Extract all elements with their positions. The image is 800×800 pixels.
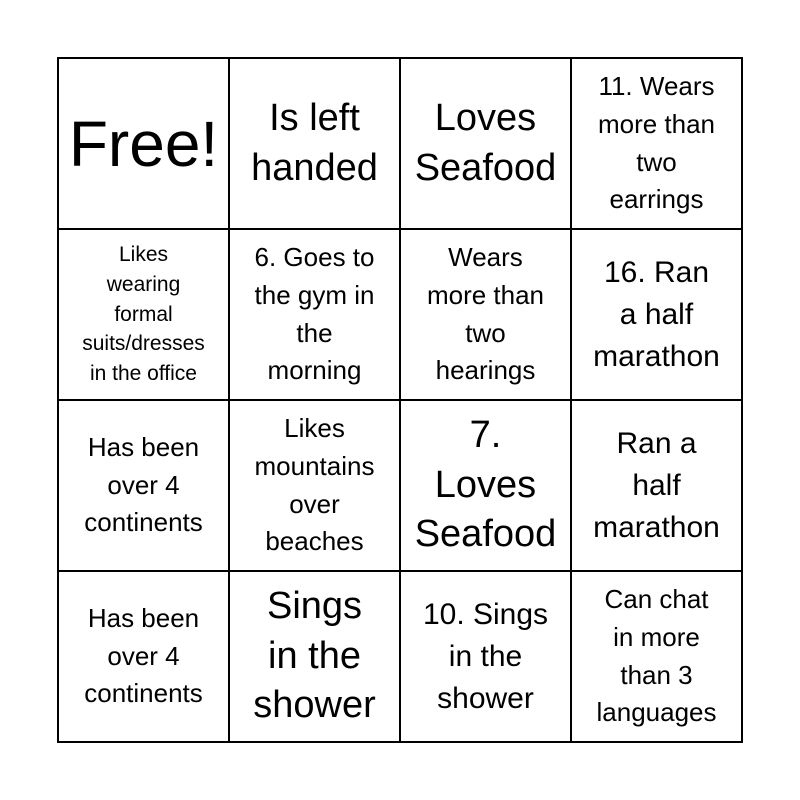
bingo-cell[interactable] [571, 400, 742, 571]
bingo-cell[interactable] [400, 571, 571, 742]
bingo-cell[interactable] [400, 229, 571, 400]
cell-text: Free! [68, 107, 219, 180]
bingo-cell[interactable] [229, 571, 400, 742]
cell-text: Has been over 4 continents [84, 602, 203, 709]
bingo-cell[interactable] [400, 400, 571, 571]
cell-text: Is left handed [251, 97, 378, 189]
cell-text: 16. Ran a half marathon [593, 255, 720, 373]
cell-text: Likes wearing formal suits/dresses in the office [82, 242, 205, 386]
cell-text: 7. Loves Seafood [414, 414, 557, 556]
bingo-cell[interactable] [229, 400, 400, 571]
bingo-cell[interactable] [571, 571, 742, 742]
cell-text: Has been over 4 continents [84, 431, 203, 538]
cell-text: Sings in the shower [253, 585, 376, 727]
cell-text: 10. Sings in the shower [422, 597, 549, 715]
cell-text: Wears more than two hearings [426, 242, 545, 386]
cell-text: 6. Goes to the gym in the morning [254, 242, 375, 386]
cell-text: Can chat in more than 3 languages [596, 584, 717, 728]
bingo-cell[interactable] [229, 229, 400, 400]
bingo-cell[interactable] [571, 58, 742, 229]
cell-text: 11. Wears more than two earrings [597, 71, 716, 215]
bingo-cell[interactable] [400, 58, 571, 229]
bingo-cell[interactable] [58, 229, 229, 400]
bingo-cell[interactable] [58, 571, 229, 742]
cell-text: Ran a half marathon [593, 426, 720, 544]
bingo-board [57, 57, 743, 743]
cell-text: Loves Seafood [414, 97, 557, 189]
cell-text: Likes mountains over beaches [254, 413, 375, 557]
bingo-cell-free[interactable] [58, 58, 229, 229]
bingo-cell[interactable] [229, 58, 400, 229]
bingo-cell[interactable] [58, 400, 229, 571]
bingo-cell[interactable] [571, 229, 742, 400]
